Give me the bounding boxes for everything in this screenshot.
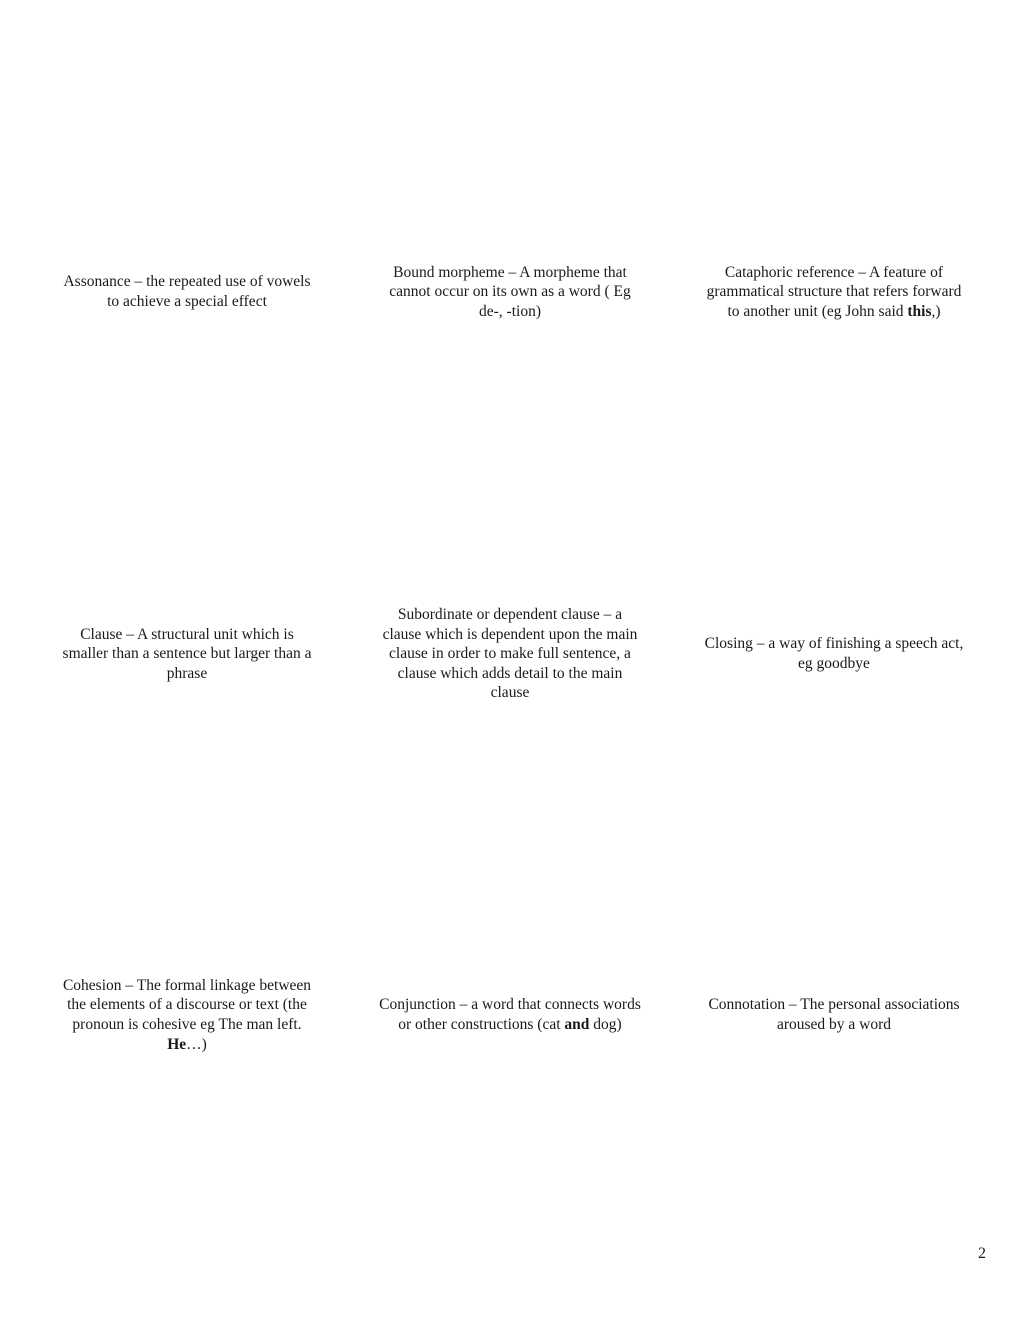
card-closing (684, 594, 984, 714)
card-line: or other constructions (cat (398, 1016, 565, 1033)
card-clause (37, 594, 337, 714)
card-line: Clause – A structural unit which is (80, 625, 294, 643)
card-line: Subordinate or dependent clause – a (397, 606, 623, 624)
card-line: smaller than a sentence but larger than a (62, 645, 312, 663)
card-line: Connotation – The personal associations (708, 996, 960, 1014)
card-line: Cohesion – The formal linkage between (62, 976, 312, 994)
card-conjunction (360, 955, 660, 1075)
card-line: clause which adds detail to the main (397, 664, 623, 682)
card-line: …) (186, 1035, 207, 1053)
card-line: Closing – a way of finishing a speech act, (704, 635, 964, 653)
emphasis-word: this (907, 302, 932, 320)
card-line: eg goodbye (798, 655, 870, 672)
page-number: 2 (978, 1245, 986, 1262)
card-line: phrase (166, 664, 208, 682)
card-line: de-, -tion) (479, 302, 541, 320)
card-line: dog) (589, 1016, 622, 1033)
card-line: to another unit (eg John said (727, 302, 908, 320)
card-cataphoric-reference (684, 232, 984, 352)
card-line: Conjunction – a word that connects words (379, 996, 641, 1014)
card-line: grammatical structure that refers forward (706, 283, 962, 301)
card-line: Assonance – the repeated use of vowels (63, 273, 311, 291)
card-bound-morpheme (360, 232, 660, 352)
card-line: to achieve a special effect (107, 293, 267, 310)
card-line: cannot occur on its own as a word ( Eg (389, 283, 631, 301)
card-line: pronoun is cohesive eg The man left. (72, 1016, 302, 1033)
card-line: the elements of a discourse or text (the (67, 996, 307, 1014)
card-connotation (684, 955, 984, 1075)
card-line: ,) (931, 302, 941, 320)
card-line: Bound morpheme – A morpheme that (393, 263, 627, 281)
card-line: clause in order to make full sentence, a (389, 645, 631, 663)
card-line: clause which is dependent upon the main (382, 625, 638, 643)
emphasis-word: and (564, 1016, 590, 1033)
card-line: clause (490, 684, 530, 702)
card-cohesion (37, 955, 337, 1075)
card-line: aroused by a word (776, 1016, 892, 1033)
card-assonance (37, 232, 337, 352)
emphasis-word: He (167, 1035, 187, 1053)
card-line: Cataphoric reference – A feature of (724, 263, 944, 281)
card-subordinate-clause (360, 594, 660, 714)
